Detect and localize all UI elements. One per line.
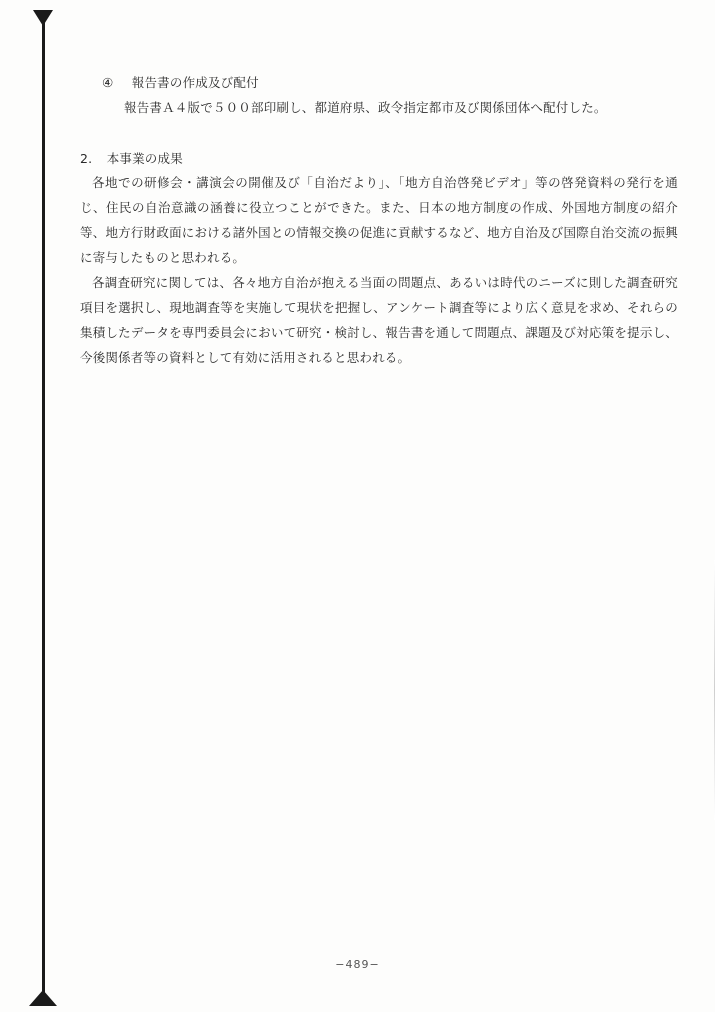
paragraph-research: 各調査研究に関しては、各々地方自治が抱える当面の問題点、あるいは時代のニーズに則した調査研究項目を選択し、現地調査等を実施して現状を把握し、アンケート調査等により広く意見を求め、それらの集積したデータを専門委員会において研究・検討し、報告書を通して問題点、課題及び対応策を提示し、今後関係者等の資料として有効に活用されると思われる。 — [80, 275, 678, 365]
paragraph-outcomes: 各地での研修会・講演会の開催及び「自治だより」、「地方自治啓発ビデオ」等の啓発資料の発行を通じ、住民の自治意識の涵養に役立つことができた。また、日本の地方制度の作成、外国地方制度の紹介等、地方行財政面における諸外国との情報交換の促進に貢献するなど、地方自治及び国際自治交流の振興に寄与したものと思われる。 — [80, 175, 678, 265]
section-body — [80, 170, 678, 370]
subsection-title: 報告書の作成及び配付 — [131, 75, 259, 90]
section-heading — [80, 146, 680, 171]
section-title: 本事業の成果 — [106, 151, 183, 166]
subsection-heading — [102, 70, 702, 95]
subsection-body: 報告書Ａ４版で５００部印刷し、都道府県、政令指定都市及び関係団体へ配付した。 — [124, 100, 607, 115]
page-number: −489− — [335, 958, 380, 971]
subsection-marker: ④ — [102, 75, 114, 90]
binding-bottom-marker — [29, 990, 57, 1006]
binding-line — [42, 18, 45, 1002]
section-number: 2. — [80, 151, 93, 166]
